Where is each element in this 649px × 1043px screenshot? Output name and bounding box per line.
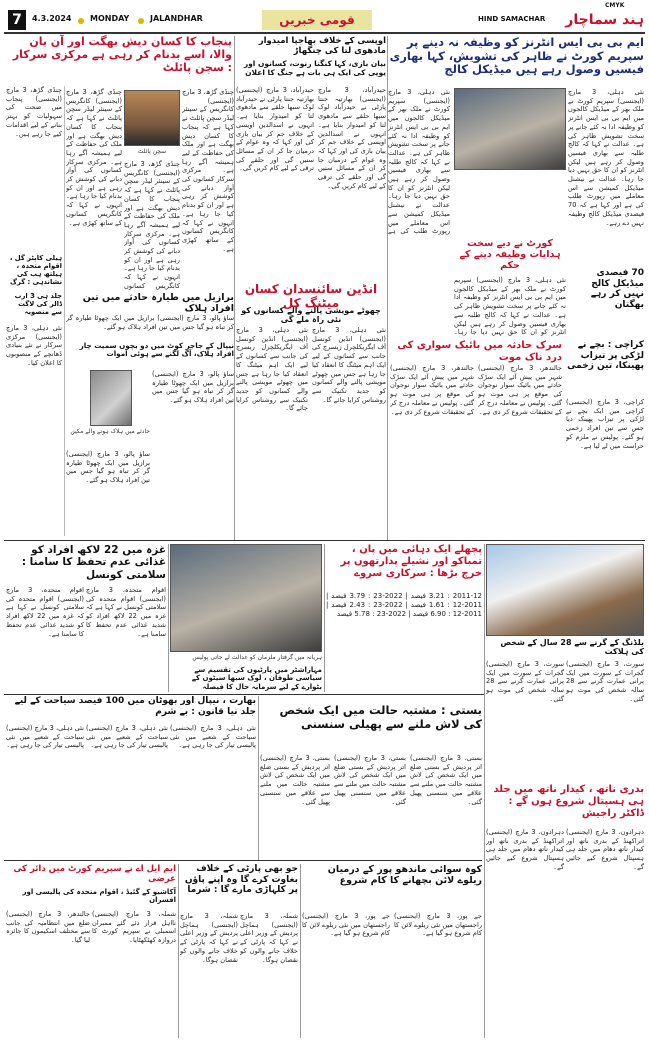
column-rule bbox=[387, 36, 388, 540]
story-body: چنڈی گڑھ، 3 مارچ (ایجنسی) کانگریس کے سینئر لیڈر سچن پائلٹ نے کہا ہے کہ پنجاب کا کسان دیش بھگت ہے اور ملک کی حفاظت کے لیے ہمیشہ آگے رہا ہے۔ مرکزی سرکار کسانوں کی آواز دبانے کی کوشش کر رہی ہے اور ان کو بدنام کیا جا رہا ہے۔ انہوں نے کہا کہ کانگریس کسانوں کے ساتھ کھڑی ہے۔ bbox=[182, 88, 234, 253]
story-body: چنڈی گڑھ، 3 مارچ (ایجنسی) کانگریس کے سینئر لیڈر سچن پائلٹ نے کہا ہے کہ پنجاب کا کسان دیش بھگت ہے اور ملک کی حفاظت کے لیے ہمیشہ آگے رہا ہے۔ مرکزی سرکار کسانوں کی آواز دبانے کی کوشش کر رہی ہے اور ان کو بدنام کیا جا رہا ہے۔ انہوں نے کہا کہ کانگریس کسانوں کے ساتھ کھڑی ہے۔ bbox=[66, 88, 122, 227]
story-headline: جو بھی پارٹی کے خلاف بغاوت کرے گا وہ اپنے پاؤں پر کلہاڑی مارے گا : شرما bbox=[184, 864, 298, 896]
photo-caption: حادثے میں ہلاک ہونے والے مکین bbox=[70, 428, 150, 435]
story-body: دہرادون، 3 مارچ (ایجنسی) اتراکھنڈ کے بدری ناتھ اور کیدار ناتھ دھام میں جلد ہی ہسپتال شروع کیے جائیں گے۔ bbox=[566, 828, 644, 871]
story-headline: انڈین سائنسدان کسان میٹنگ کل bbox=[244, 282, 378, 311]
sachin-pilot-photo bbox=[124, 90, 180, 146]
story-subhead: آکاشیو کے گئیڈ ، اقوام متحدہ کی پالیسی اور افسران bbox=[22, 888, 176, 905]
story-body: اقوام متحدہ، 3 مارچ (ایجنسی) اقوام متحدہ کی سلامتی کونسل نے کہا ہے کہ غزہ میں 22 لاکھ افراد کو شدید غذائی عدم تحفظ کا سامنا ہے۔ bbox=[86, 586, 166, 638]
column-rule bbox=[324, 544, 325, 692]
story-body: اقوام متحدہ، 3 مارچ (ایجنسی) اقوام متحدہ کی سلامتی کونسل نے کہا ہے کہ غزہ میں 22 لاکھ افراد کو شدید غذائی عدم تحفظ کا سامنا ہے۔ bbox=[6, 586, 84, 638]
story-body: جالندھر، 3 مارچ (ایجنسی) شہر میں پیش آئے ایک سڑک حادثے میں بائیک سوار نوجوان کی موقع پر ہی موت ہو گئی۔ پولیس نے معاملہ درج کر کے تحقیقات شروع کر دی ہے۔ bbox=[478, 364, 562, 416]
story-headline: بھارت ، نیپال اور بھوٹان میں 100 فیصد سیاحت کے لیے جلد نیا قانون : بے شرم bbox=[14, 696, 256, 717]
section-rule bbox=[4, 860, 482, 861]
story-body: شملہ، 3 مارچ (ایجنسی) نااہل قرار دئے گئے ممبران اسمبلی نے سپریم کورٹ کا دروازہ کھٹکھٹایا۔ bbox=[92, 910, 176, 945]
page-number: 7 bbox=[8, 10, 26, 30]
masthead-rule bbox=[4, 32, 645, 34]
column-rule bbox=[484, 544, 485, 1038]
story-body: بستی، 3 مارچ (ایجنسی) اتر پردیش کے بستی ضلع میں ایک شخص کی لاش مشتبہ حالت میں ملنے سے علاقے میں سنسنی پھیل گئی۔ bbox=[334, 754, 406, 806]
story-body: چنڈی گڑھ، 3 مارچ (ایجنسی) کانگریس کے سینئر لیڈر سچن پائلٹ نے کہا ہے کہ پنجاب کا کسان دیش بھگت ہے اور ملک کی حفاظت کے لیے ہمیشہ آگے رہا ہے۔ مرکزی سرکار کسانوں کی آواز دبانے کی کوشش کر رہی ہے اور ان کو بدنام کیا جا رہا ہے۔ انہوں نے کہا کہ کانگریس کسانوں bbox=[124, 160, 180, 290]
story-headline: بدری ناتھ ، کیدار ناتھ میں جلد ہی ہسپتال شروع ہوں گے : ڈاکٹر راجیش bbox=[493, 784, 644, 819]
photo-caption: سچن پائلٹ bbox=[137, 148, 167, 155]
column-rule bbox=[234, 36, 235, 540]
story-headline: مہاراشٹر میں پارٹیوں کی تقسیم سے سیاسی طوفان ، لوک سبھا سیٹوں کے بٹوارے کے لیے سرمایہ حال کا فیصلہ bbox=[191, 666, 322, 691]
story-headline: جلد ہی 3 ارب ڈالر کی لاگت سے منصوبہ bbox=[14, 292, 62, 317]
story-stats: 2011-12 : 3.21 فیصد | 2022-23 : 3.79 فیصد | 2011-12 : 1.61 فیصد | 2022-23 : 2.43 فیصد | 2011-12 : 6.90 فیصد | 2022-23 : 5.78 فیصد bbox=[326, 592, 482, 619]
story-body: ساؤ پالو، 3 مارچ (ایجنسی) برازیل میں ایک چھوٹا طیارہ گر کر تباہ ہو گیا جس میں تین افراد ہلاک ہو گئے۔ bbox=[66, 314, 234, 331]
story-body: نئی دہلی، 3 مارچ (ایجنسی) انڈین کونسل آف ایگریکلچرل ریسرچ کی جانب سے کسانوں کے لیے ایک اہم میٹنگ کا انعقاد کیا جا رہا ہے جس میں چھوٹے مویشی پالنے والے کسانوں کو جدید تکنیک سے روشناس کرایا جائے گا۔ bbox=[236, 326, 308, 413]
story-headline: کراچی : بچے نے لڑکی پر تیزاب پھینکا، تین زخمی bbox=[567, 340, 644, 372]
police-photo bbox=[170, 544, 322, 652]
issue-date: 4.3.2024 bbox=[32, 14, 72, 23]
story-body: ساؤ پالو، 3 مارچ (ایجنسی) برازیل میں ایک چھوٹا طیارہ گر کر تباہ ہو گیا جس میں تین افراد ہلاک ہو گئے۔ bbox=[66, 450, 150, 485]
section-rule bbox=[4, 694, 484, 695]
story-subhead: کورٹ نے دیے سخت ہدایات وظیفہ دینے کے حکم bbox=[459, 238, 561, 272]
story-body: نئی دہلی، 3 مارچ (ایجنسی) مرکزی سرکار نے نئے بنیادی ڈھانچے کے منصوبوں کا اعلان کیا۔ bbox=[6, 324, 62, 367]
masthead bbox=[0, 10, 649, 32]
story-body: بستی، 3 مارچ (ایجنسی) اتر پردیش کے بستی ضلع میں ایک شخص کی لاش مشتبہ حالت میں ملنے سے علاقے میں سنسنی پھیل گئی۔ bbox=[410, 754, 482, 806]
story-body: کراچی، 3 مارچ (ایجنسی) کراچی میں ایک بچے نے لڑکی پر تیزاب پھینک دیا جس سے تین افراد زخمی ہو گئے۔ پولیس نے ملزم کو حراست میں لے لیا ہے۔ bbox=[566, 398, 644, 450]
story-body: چنڈی گڑھ، 3 مارچ (ایجنسی) پنجاب میں صحت کی سہولیات کو بہتر بنانے کے لیے اقدامات کیے جا رہے ہیں۔ bbox=[6, 86, 62, 138]
story-headline: پنجاب کا کسان دیش بھگت اور آن بان والا، اسے بدنام کر رہی ہے مرکزی سرکار : سچن پائلٹ bbox=[12, 35, 232, 74]
story-headline: کوہ سوائی ماندھو پور کے درمیان ریلوے لائن بچھانے کا کام شروع bbox=[327, 864, 482, 887]
story-subhead: بیان بازی، کہا کنگنا رنوت، کسانوں اور یوپی کی ایک ہی بات ہے جنگ کا اعلان bbox=[243, 59, 386, 77]
story-body: شملہ، 3 مارچ (ایجنسی) ہماچل پردیش کے وزیر اعلی نے کہا کہ پارٹی کے خلاف جانے والوں کو نقصان ہوگا۔ bbox=[240, 912, 298, 964]
car-photo bbox=[486, 544, 644, 636]
story-headline: سرک حادثہ میں بائیک سواری کی درد ناک موت bbox=[397, 340, 562, 363]
story-quote: 70 فیصدی میڈیکل کالج نہیں کر رہے بھگتان bbox=[590, 268, 644, 310]
color-marker: CMYK bbox=[605, 2, 625, 9]
story-headline: اوپسی کے خلاف بھاجپا امیدوار مادھوی لتا کی چنگھاڑ bbox=[258, 36, 386, 57]
story-headline: نیپال کے جاجر کوٹ میں دو بچوں سمیت چار افراد ہلاک، آگ لگنے سے ہوئی اموات bbox=[79, 341, 234, 359]
section-title: قومی خبریں bbox=[262, 10, 372, 30]
photo-caption: ہریانہ میں گرفتار ملزمان کو عدالت لے جاتی پولیس bbox=[192, 654, 322, 661]
column-rule bbox=[300, 864, 301, 1038]
supreme-court-photo bbox=[454, 88, 566, 170]
story-headline: غزہ میں 22 لاکھ افراد کو غذائی عدم تحفظ کا سامنا : سلامتی کونسل bbox=[21, 544, 166, 581]
story-headline: برازیل میں طیارہ حادثے میں تین افراد ہلاک bbox=[82, 292, 234, 315]
issue-city: JALANDHAR bbox=[150, 14, 203, 23]
story-body: نئی دہلی، 3 مارچ (ایجنسی) سپریم کورٹ نے ملک بھر کے میڈیکل کالجوں میں ایم بی بی ایس انٹرنز کو وظیفہ ادا نہ کئے جانے پر سخت تشویش ظاہر کی ہے۔ عدالت نے کہا کہ کالج طلبہ سے بھاری فیسیں وصول کر رہے ہیں لیکن انٹرنز کو ان کا حق نہیں دیا جا رہا۔ bbox=[454, 276, 566, 336]
story-body: ساؤ پالو، 3 مارچ (ایجنسی) برازیل میں ایک چھوٹا طیارہ گر کر تباہ ہو گیا جس میں تین افراد ہلاک ہو گئے۔ bbox=[152, 370, 234, 405]
brand-english: HIND SAMACHAR bbox=[478, 15, 546, 23]
story-body: حیدرآباد، 3 مارچ (ایجنسی) بھارتیہ جنتا پارٹی نے حیدرآباد لوک سبھا حلقے سے مادھوی لتا کو امیدوار بنایا ہے۔ انہوں نے اسدالدین اویسی کے خلاف جم کر بیان بازی کی اور کہا کہ وہ عوام کے درمیان جا کر ان کے مسائل سنیں گی اور حلقے کی ترقی کے لیے کام کریں گی۔ bbox=[318, 86, 386, 190]
story-body: جے پور، 3 مارچ (ایجنسی) راجستھان میں نئی ریلوے لائن کا کام شروع ہو گیا ہے۔ bbox=[302, 912, 390, 938]
story-body: سورت، 3 مارچ (ایجنسی) گجرات کے سورت میں ایک پرانی عمارت گرنے سے 28 سالہ شخص کی موت ہو گئی۔ bbox=[486, 660, 564, 703]
accident-photo bbox=[90, 370, 132, 426]
column-rule bbox=[168, 544, 169, 692]
dot-icon bbox=[138, 18, 144, 24]
story-headline: ہیلی کاپٹر گل ، اقوام متحدہ ، ہیلتھ ہب کی نشاندہی : گرگ bbox=[9, 254, 62, 287]
story-body: حیدرآباد، 3 مارچ (ایجنسی) بھارتیہ جنتا پارٹی نے حیدرآباد لوک سبھا حلقے سے مادھوی لتا کو امیدوار بنایا ہے۔ انہوں نے اسدالدین اویسی کے خلاف جم کر بیان بازی کی اور کہا کہ وہ عوام کے درمیان جا کر ان کے مسائل سنیں گی اور حلقے کی ترقی کے لیے کام کریں گی۔ bbox=[236, 86, 314, 173]
story-body: جے پور، 3 مارچ (ایجنسی) راجستھان میں نئی ریلوے لائن کا کام شروع ہو گیا ہے۔ bbox=[394, 912, 482, 938]
column-rule bbox=[64, 86, 65, 536]
dot-icon bbox=[78, 18, 84, 24]
story-subhead: چھوٹے مویشی پالنے والے کسانوں کو نئی راہ ملے گی bbox=[241, 306, 381, 325]
story-body: نئی دہلی، 3 مارچ (ایجنسی) انڈین کونسل آف ایگریکلچرل ریسرچ کی جانب سے کسانوں کے لیے ایک اہم میٹنگ کا انعقاد کیا جا رہا ہے جس میں چھوٹے مویشی پالنے والے کسانوں کو جدید تکنیک سے روشناس کرایا جائے گا۔ bbox=[312, 326, 386, 404]
story-body: نئی دہلی، 3 مارچ (ایجنسی) سیاحت کے شعبے میں نئی پالیسی تیار کی جا رہی ہے۔ bbox=[170, 724, 256, 750]
story-body: نئی دہلی، 3 مارچ (ایجنسی) سیاحت کے شعبے میں نئی پالیسی تیار کی جا رہی ہے۔ bbox=[6, 724, 84, 750]
story-body: نئی دہلی، 3 مارچ (ایجنسی) سپریم کورٹ نے ملک بھر کے میڈیکل کالجوں میں ایم بی بی ایس انٹرنز کو وظیفہ ادا نہ کئے جانے پر سخت تشویش ظاہر کی ہے۔ عدالت نے کہا کہ کالج طلبہ سے بھاری فیسیں وصول کر رہے ہیں لیکن انٹرنز کو ان کا حق نہیں دیا جا رہا۔ عدالت نے نیشنل میڈیکل کمیشن سے اس معاملے میں رپورٹ طلب کی ہے bbox=[388, 88, 450, 236]
story-body: جالندھر، 3 مارچ (ایجنسی) ضلع میں انتظامیہ کی جانب سے مختلف اسکیموں کا جائزہ لیا گیا۔ bbox=[6, 910, 90, 945]
story-body: جالندھر، 3 مارچ (ایجنسی) شہر میں پیش آئے ایک سڑک حادثے میں بائیک سوار نوجوان کی موقع پر ہی موت ہو گئی۔ پولیس نے معاملہ درج کر کے تحقیقات شروع کر دی ہے۔ bbox=[390, 364, 474, 416]
column-rule bbox=[178, 864, 179, 1038]
section-rule bbox=[4, 540, 645, 541]
story-body: نئی دہلی، 3 مارچ (ایجنسی) سیاحت کے شعبے میں نئی پالیسی تیار کی جا رہی ہے۔ bbox=[86, 724, 168, 750]
story-body: سورت، 3 مارچ (ایجنسی) گجرات کے سورت میں ایک پرانی عمارت گرنے سے 28 سالہ شخص کی موت ہو گئی۔ bbox=[566, 660, 644, 703]
brand-logo: ہند سماچار bbox=[565, 12, 644, 28]
story-headline: پچھلے ایک دہائی میں پان ، تمباکو اور نشیلے پدارتھوں پر خرچ بڑھا : سرکاری سروے bbox=[340, 544, 482, 579]
story-headline: بلڈنگ کے گرنے سے 28 سال کے شخص کی ہلاکت bbox=[500, 638, 644, 657]
story-headline: بستی : مشتبہ حالت میں ایک شخص کی لاش ملنے سے پھیلی سنسنی bbox=[279, 703, 482, 731]
column-rule bbox=[258, 696, 259, 860]
issue-day: MONDAY bbox=[90, 14, 130, 23]
story-body: بستی، 3 مارچ (ایجنسی) اتر پردیش کے بستی ضلع میں ایک شخص کی لاش مشتبہ حالت میں ملنے سے علاقے میں سنسنی پھیل گئی۔ bbox=[260, 754, 330, 806]
story-headline: ایم بی بی ایس انٹرنز کو وظیفہ نہ دینے پر سپریم کورٹ نے ظاہر کی تشویش، کہا بھاری فیسیں وصول رہے ہیں میڈیکل کالج bbox=[389, 35, 644, 77]
story-headline: ایم ایل اے نے سپریم کورٹ میں دائر کی عرضی bbox=[13, 864, 176, 885]
story-body: نئی دہلی، 3 مارچ (ایجنسی) سپریم کورٹ نے ملک بھر کے میڈیکل کالجوں میں ایم بی بی ایس انٹرنز کو وظیفہ ادا نہ کئے جانے پر سخت تشویش ظاہر کی ہے۔ عدالت نے کہا کہ کالج طلبہ سے بھاری فیسیں وصول کر رہے ہیں لیکن انٹرنز کو ان کا حق نہیں دیا جا رہا۔ عدالت نے نیشنل میڈیکل کمیشن سے اس معاملے میں رپورٹ طلب کی ہے اور کہا ہے کہ 70 فیصدی میڈیکل کالج وظیفہ نہیں دے رہے۔ bbox=[568, 88, 644, 227]
story-body: دہرادون، 3 مارچ (ایجنسی) اتراکھنڈ کے بدری ناتھ اور کیدار ناتھ دھام میں جلد ہی ہسپتال شروع کیے جائیں گے۔ bbox=[486, 828, 564, 871]
story-body: شملہ، 3 مارچ (ایجنسی) ہماچل پردیش کے وزیر اعلی نے کہا کہ پارٹی کے خلاف جانے والوں کو نقصان ہوگا۔ bbox=[180, 912, 238, 964]
